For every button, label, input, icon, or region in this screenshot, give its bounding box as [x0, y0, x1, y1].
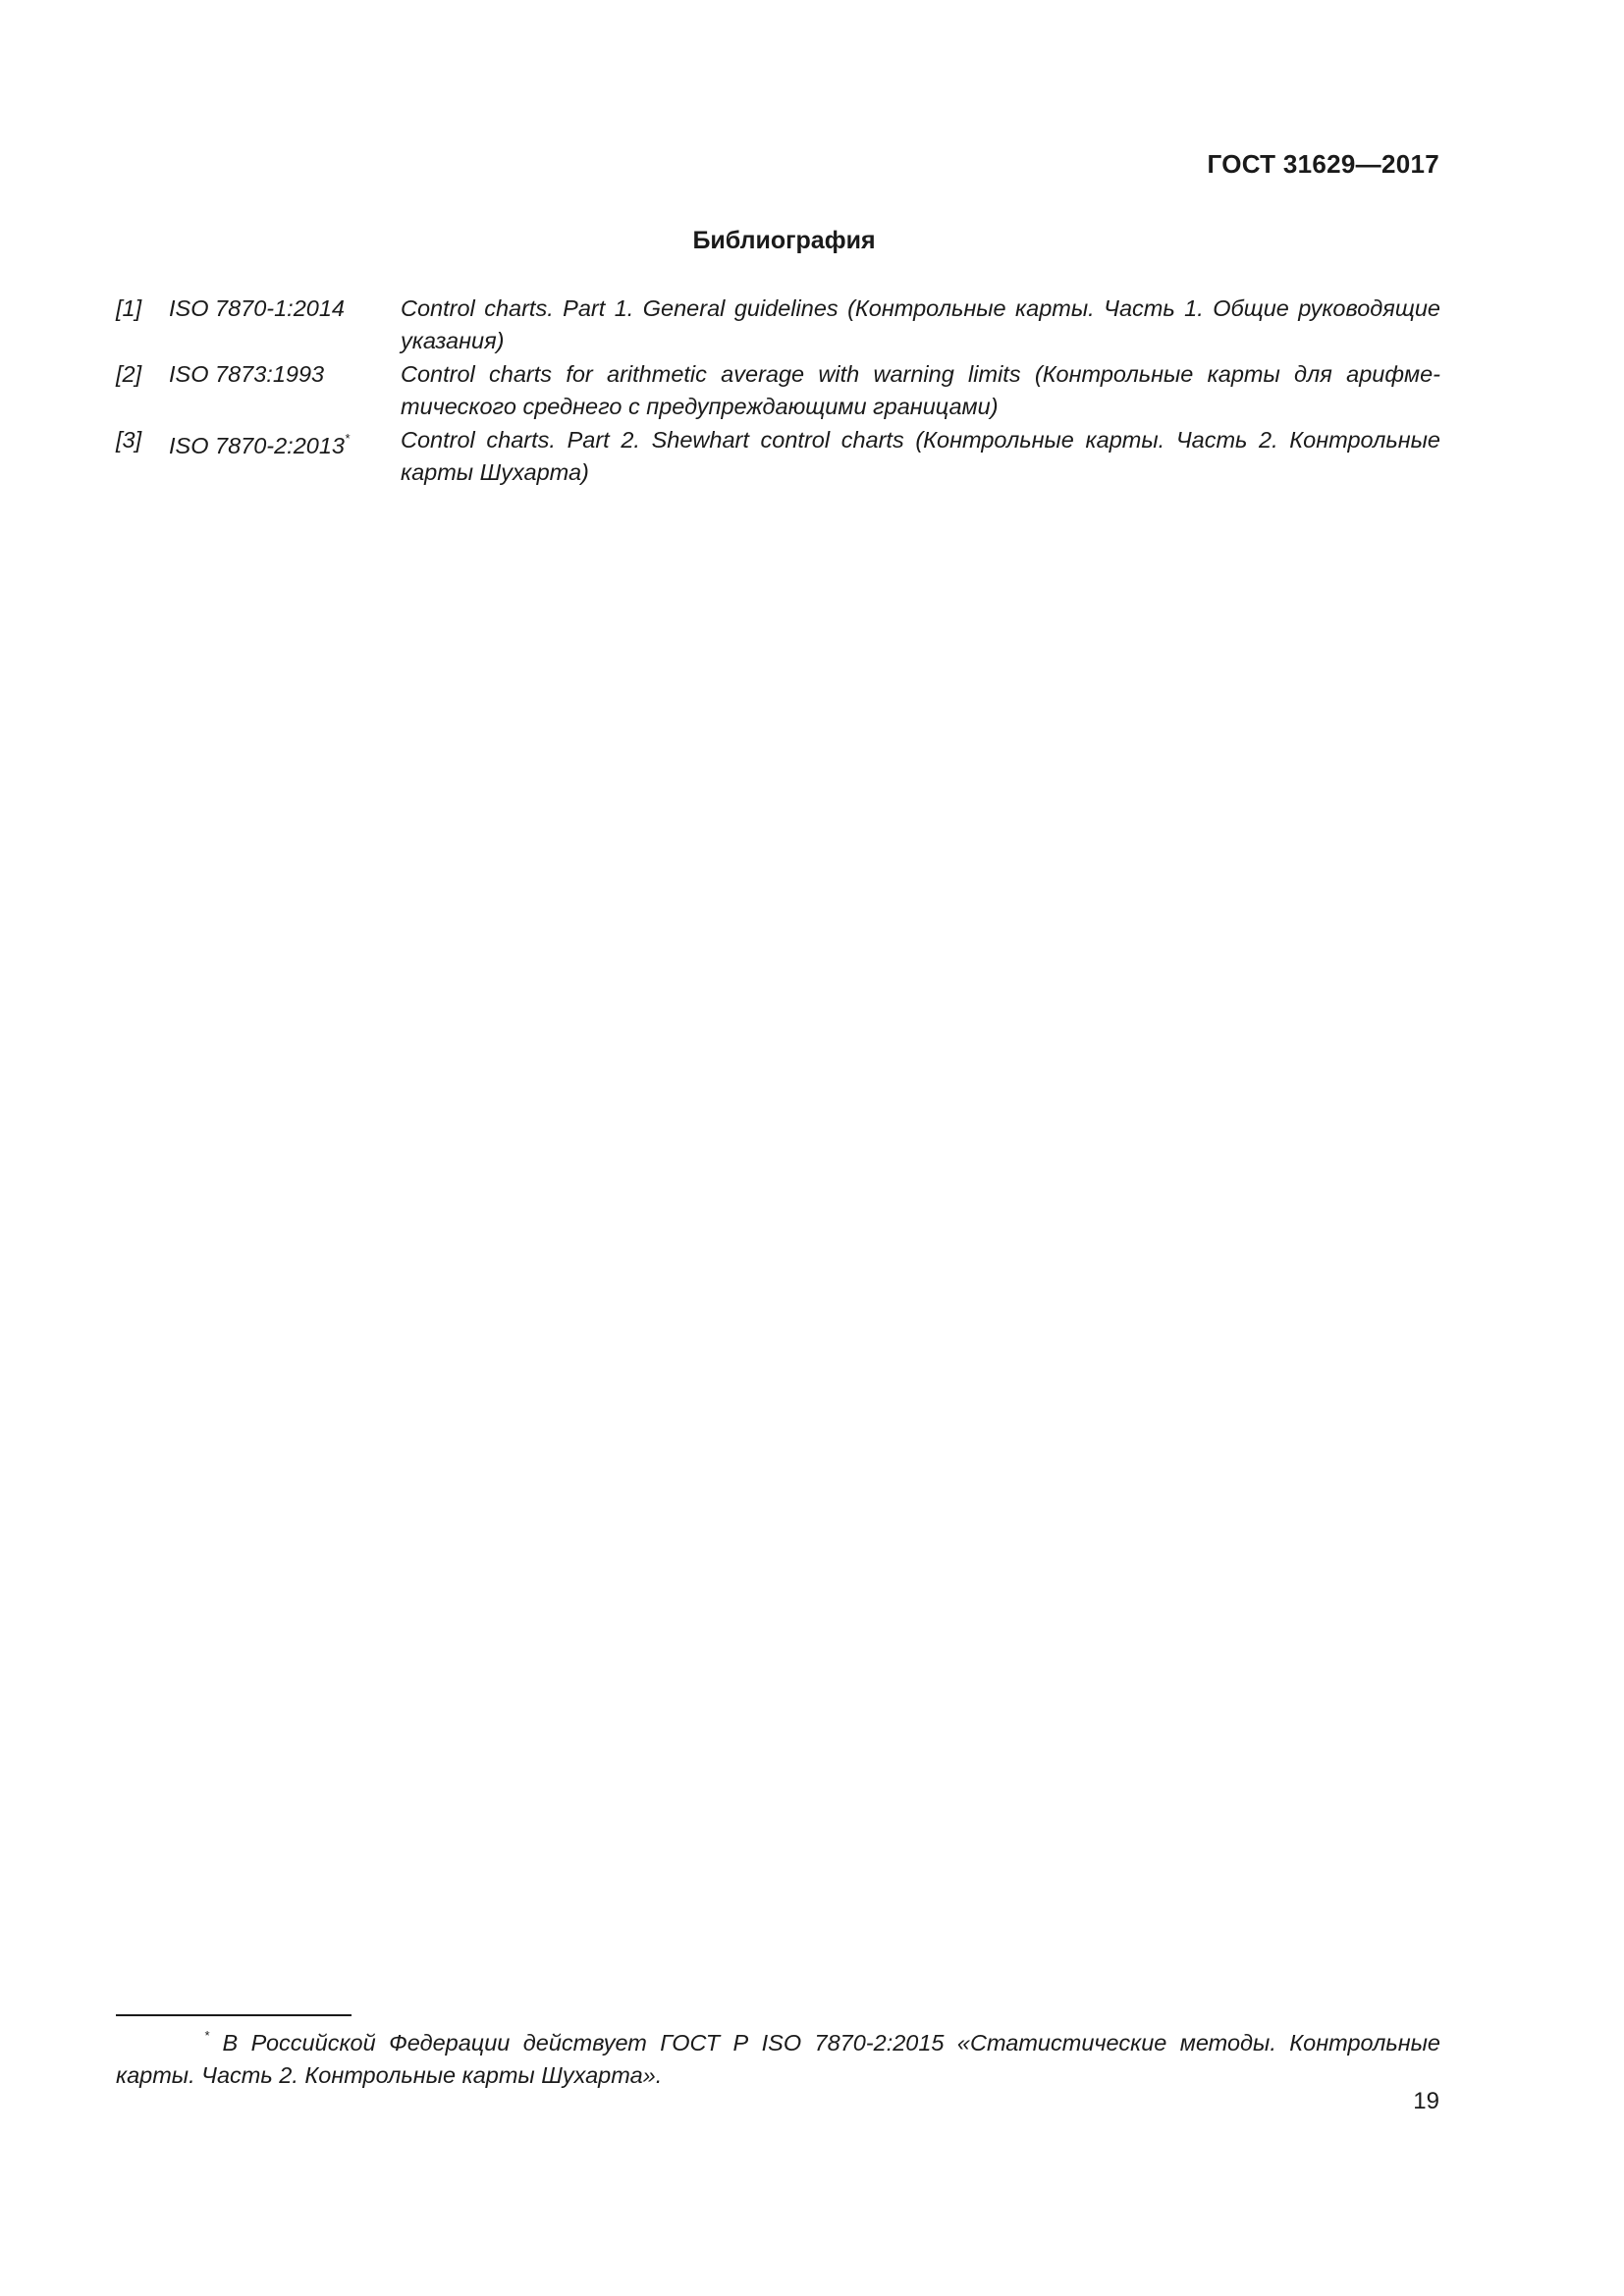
entry-standard-code: ISO 7870-2:2013	[169, 432, 345, 458]
footnote	[116, 2021, 1440, 2092]
page-number: 19	[1413, 2088, 1439, 2114]
entry-title: Control charts. Part 1. General guidelines (Контрольные карты. Часть 1. Общие руководящие указания)	[401, 295, 1440, 353]
entry-standard	[169, 358, 324, 391]
bibliography-entry-2	[116, 358, 1440, 423]
entry-number: [3]	[116, 427, 142, 453]
bibliography-entry-3	[116, 424, 1440, 489]
bibliography-list	[116, 293, 1440, 490]
footnote-reference-mark[interactable]: *	[345, 431, 351, 446]
footnote-mark: *	[204, 2028, 210, 2043]
entry-standard	[169, 293, 345, 325]
bibliography-entry-1	[116, 293, 1440, 357]
entry-number: [2]	[116, 361, 142, 387]
entry-title: Control charts. Part 2. Shewhart control charts (Контрольные карты. Часть 2. Контрольные карты Шухарта)	[401, 427, 1440, 485]
entry-standard-code: ISO 7873:1993	[169, 361, 325, 387]
entry-title: Control charts for arithmetic average with warning limits (Контрольные карты для арифметического среднего с предупреждающими границами)	[401, 361, 1440, 419]
footnote-separator	[116, 2014, 352, 2016]
entry-standard-code: ISO 7870-1:2014	[169, 295, 345, 321]
entry-number: [1]	[116, 295, 142, 321]
document-id-header: ГОСТ 31629—2017	[1207, 149, 1439, 179]
bibliography-title: Библиография	[692, 227, 876, 254]
footnote-text: В Российской Федерации действует ГОСТ Р ISO 7870-2:2015 «Статистические методы. Контрольные карты. Часть 2. Контрольные карты Шухарта».	[116, 2029, 1440, 2088]
entry-standard	[169, 424, 350, 462]
